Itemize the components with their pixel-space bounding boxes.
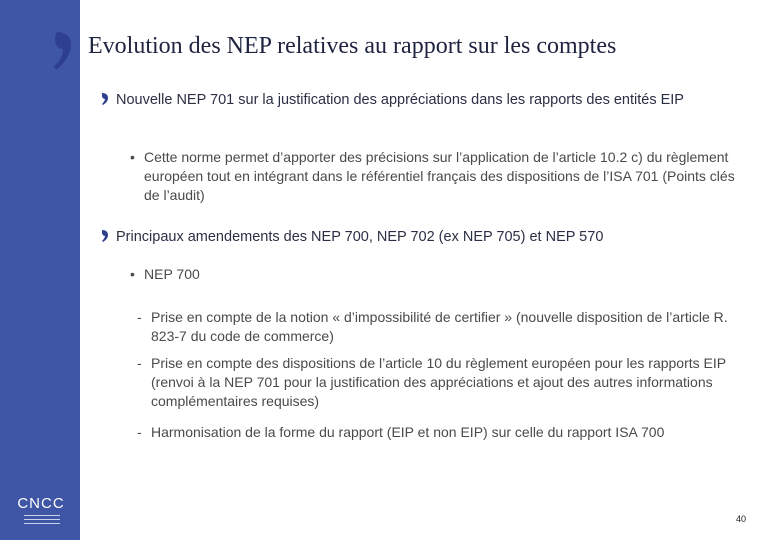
dash-marker: - (137, 309, 142, 325)
sub-item-text: Prise en compte des dispositions de l’article 10 du règlement européen pour les rapports EIP (renvoi à la NEP 701 pour la justification des appréciations et ajout des autres informations complémentaires requises) (151, 355, 726, 409)
logo-line (24, 515, 60, 516)
page-title: Evolution des NEP relatives au rapport sur les comptes (88, 33, 617, 59)
left-sidebar-band (0, 0, 80, 540)
sub-item-text: Prise en compte de la notion « d’impossibilité de certifier » (nouvelle disposition de l’article R. 823-7 du code de commerce) (151, 309, 728, 344)
bullet-text: Cette norme permet d’apporter des précisions sur l’application de l’article 10.2 c) du règlement européen tout en intégrant dans le référentiel français des dispositions de l’ISA 701 (Points clés de l’audit) (144, 149, 735, 203)
bullet-text: NEP 700 (144, 266, 200, 282)
section-mark-icon (101, 229, 109, 243)
bullet-dot-icon: • (130, 149, 135, 165)
dash-marker: - (137, 355, 142, 371)
page-number: 40 (736, 514, 747, 524)
logo-line (24, 523, 60, 524)
title-quote-mark-icon (52, 28, 76, 76)
bullet-dot-icon: • (130, 266, 135, 282)
section-heading: Nouvelle NEP 701 sur la justification des appréciations dans les rapports des entités EIP (116, 92, 684, 108)
logo-text: CNCC (17, 495, 65, 512)
logo-line (24, 519, 60, 520)
section-heading: Principaux amendements des NEP 700, NEP 702 (ex NEP 705) et NEP 570 (116, 229, 604, 245)
section-mark-icon (101, 92, 109, 106)
sub-item-text: Harmonisation de la forme du rapport (EIP et non EIP) sur celle du rapport ISA 700 (151, 424, 665, 440)
cncc-logo (8, 495, 74, 531)
dash-marker: - (137, 424, 142, 440)
